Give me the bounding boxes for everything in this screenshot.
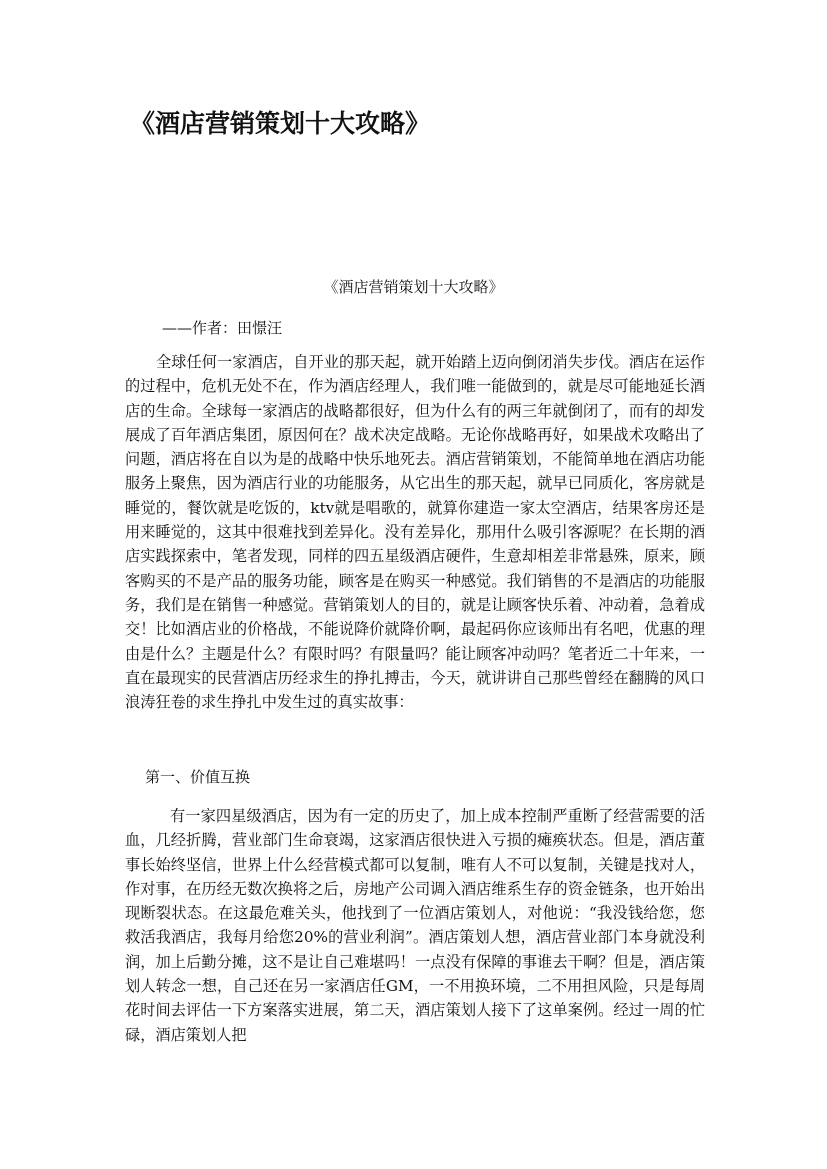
main-title: 《酒店营销策划十大攻略》 (130, 109, 431, 138)
intro-paragraph: 全球任何一家酒店，自开业的那天起，就开始踏上迈向倒闭消失步伐。酒店在运作的过程中，危机无处不在，作为酒店经理人，我们唯一能做到的，就是尽可能地延长酒店的生命。全球每一家酒店的战略都很好，但为什么有的两三年就倒闭了，而有的却发展成了百年酒店集团，原因何在？战术决定战略。无论你战略再好，如果战术攻略出了问题，酒店将在自以为是的战略中快乐地死去。酒店营销策划，不能简单地在酒店功能服务上聚焦，因为酒店行业的功能服务，从它出生的那天起，就早已同质化，客房就是睡觉的，餐饮就是吃饭的，ktv就是唱歌的，就算你建造一家太空酒店，结果客房还是用来睡觉的，这其中很难找到差异化。没有差异化，那用什么吸引客源呢？在长期的酒店实践探索中，笔者发现，同样的四五星级酒店硬件，生意却相差非常悬殊，原来，顾客购买的不是产品的服务功能，顾客是在购买一种感觉。我们销售的不是酒店的功能服务，我们是在销售一种感觉。营销策划人的目的，就是让顾客快乐着、冲动着，急着成交！比如酒店业的价格战，不能说降价就降价啊，最起码你应该师出有名吧，优惠的理由是什么？主题是什么？有限时吗？有限量吗？能让顾客冲动吗？笔者近二十年来，一直在最现实的民营酒店历经求生的挣扎搏击，今天，就讲讲自己那些曾经在翻腾的风口浪涛狂卷的求生挣扎中发生过的真实故事： (125, 353, 705, 712)
section-heading: 第一、价值互换 (145, 768, 251, 786)
section-paragraph: 有一家四星级酒店，因为有一定的历史了，加上成本控制严重断了经营需要的活血，几经折腾，营业部门生命衰竭，这家酒店很快进入亏损的瘫痪状态。但是，酒店董事长始终坚信，世界上什么经营模式都可以复制，唯有人不可以复制，关键是找对人，作对事，在历经无数次换将之后，房地产公司调入酒店维系生存的资金链条，也开始出现断裂状态。在这最危难关头，他找到了一位酒店策划人，对他说：“我没钱给您，您救活我酒店，我每月给您20%的营业利润”。酒店策划人想，酒店营业部门本身就没利润，加上后勤分摊，这不是让自己难堪吗！一点没有保障的事谁去干啊？但是，酒店策划人转念一想，自己还在另一家酒店任GM，一不用换环境，二不用担风险，只是每周花时间去评估一下方案落实进展，第二天，酒店策划人接下了这单案例。经过一周的忙碌，酒店策划人把 (125, 807, 705, 1044)
sub-title: 《酒店营销策划十大攻略》 (323, 278, 504, 296)
author-line: ——作者：田憬汪 (162, 319, 283, 337)
